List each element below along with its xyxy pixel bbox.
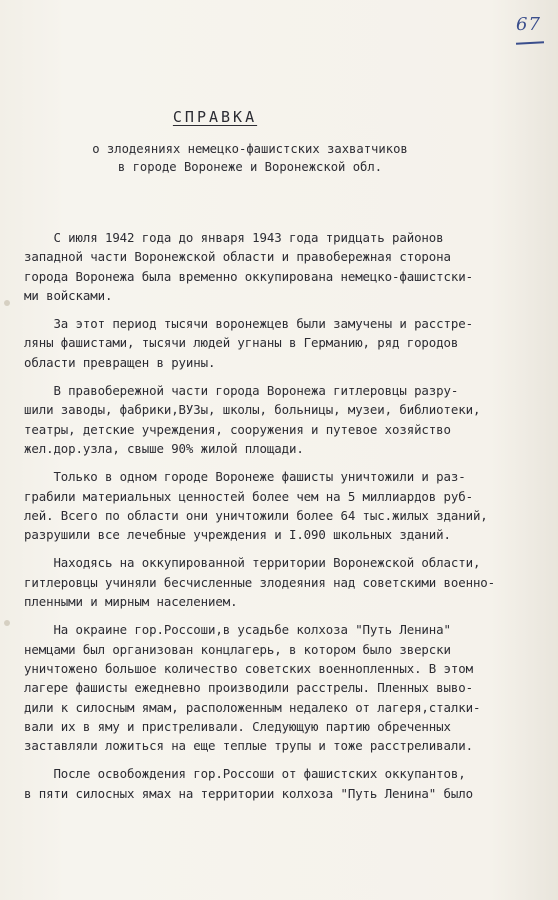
paragraph: Только в одном городе Воронеже фашисты уничтожили и раз- грабили материальных ценностей более чем на 5 миллиардов руб- лей. Всего по области они уничтожили более 64 тыс.жилых зданий, разрушили все лечебные учреждения и I.090 школьных зданий. bbox=[24, 469, 488, 543]
paragraph: После освобождения гор.Россоши от фашистских оккупантов, в пяти силосных ямах на территории колхоза "Путь Ленина" было bbox=[24, 766, 473, 801]
paragraph: За этот период тысячи воронежцев были замучены и расстре- ляны фашистами, тысячи людей угнаны в Германию, ряд городов области превращен в руины. bbox=[24, 316, 473, 370]
document-subtitle: о злодеяниях немецко-фашистских захватчиков в городе Воронеже и Воронежской обл. bbox=[92, 142, 408, 174]
handwritten-page-number: 67 bbox=[516, 14, 541, 35]
paragraph: На окраине гор.Россоши,в усадьбе колхоза "Путь Ленина" немцами был организован концлагерь, в котором было зверски уничтожено большое количество советских военнопленных. В этом лагере фашисты ежедневно производили расстрелы. Пленных выво- дили к силосным ямам, расположенным недалеко от лагеря,сталки- вали их в яму и пристреливали. Следующую партию обреченных заставляли ложиться на еще теплые трупы и тоже расстреливали. bbox=[24, 622, 481, 754]
document-body bbox=[24, 228, 544, 812]
paragraph: С июля 1942 года до января 1943 года тридцать районов западной части Воронежской области и правобережная сторона города Воронежа была временно оккупирована немецко-фашистски- ми войсками. bbox=[24, 230, 473, 303]
page-number-underline bbox=[516, 41, 544, 44]
paragraph: В правобережной части города Воронежа гитлеровцы разру- шили заводы, фабрики,ВУЗы, школы, больницы, музеи, библиотеки, театры, детские учреждения, сооружения и путевое хозяйство жел.дор.узла, свыше 90% жилой площади. bbox=[24, 383, 481, 456]
binding-hole bbox=[4, 300, 10, 306]
paragraph: Находясь на оккупированной территории Воронежской области, гитлеровцы учиняли бесчисленные злодеяния над советскими военно- пленными и мирным населением. bbox=[24, 555, 496, 610]
document-title: СПРАВКА bbox=[172, 108, 258, 126]
binding-hole bbox=[4, 620, 10, 626]
